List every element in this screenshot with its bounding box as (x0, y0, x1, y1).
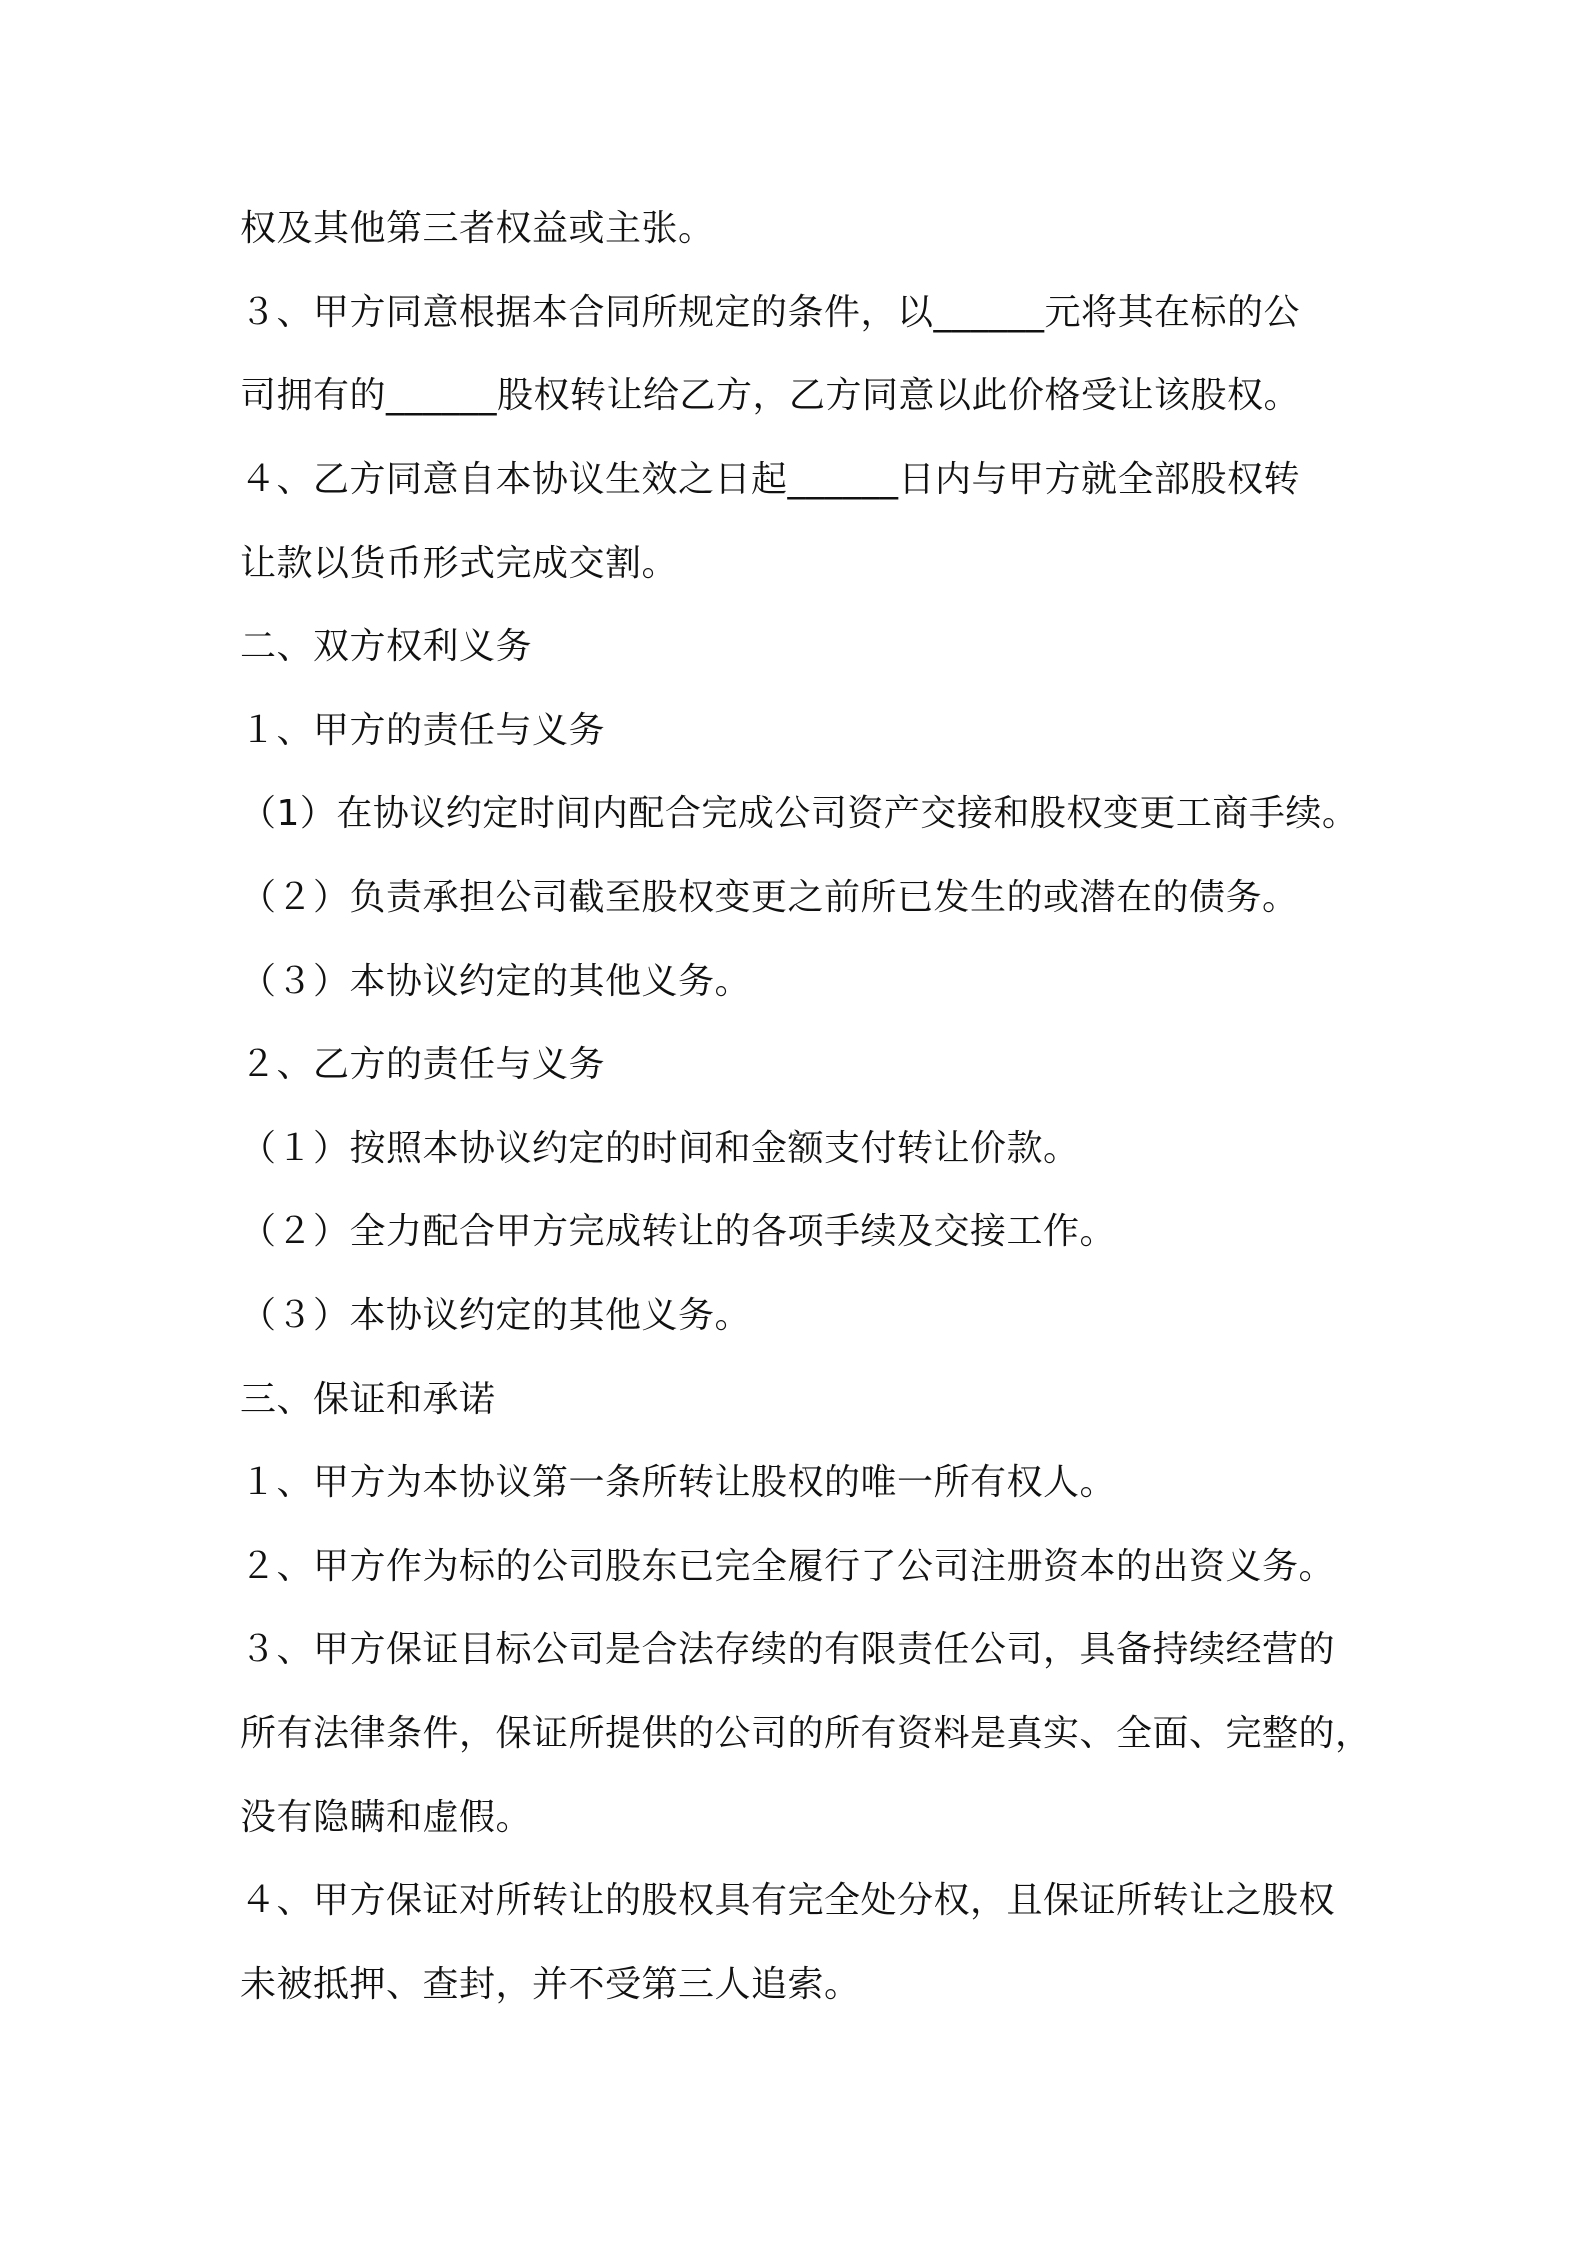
text-line: ２、甲方作为标的公司股东已完全履行了公司注册资本的出资义务。 (240, 1546, 1336, 1587)
text-line: 未被抵押、查封，并不受第三人追索。 (240, 1964, 861, 2005)
text-line: 权及其他第三者权益或主张。 (240, 208, 715, 249)
section-heading: 二、双方权利义务 (240, 626, 533, 667)
list-item: （３）本协议约定的其他义务。 (240, 1295, 752, 1336)
subsection-heading: ２、乙方的责任与义务 (240, 1044, 606, 1085)
section-heading: 三、保证和承诺 (240, 1379, 496, 1420)
list-item: （２）全力配合甲方完成转让的各项手续及交接工作。 (240, 1211, 1117, 1252)
text-line: 没有隐瞒和虚假。 (240, 1797, 533, 1838)
subsection-heading: １、甲方的责任与义务 (240, 710, 606, 751)
text-line: 司拥有的______股权转让给乙方，乙方同意以此价格受让该股权。 (240, 375, 1301, 416)
text-line: ３、甲方保证目标公司是合法存续的有限责任公司，具备持续经营的 (240, 1629, 1336, 1670)
text-line: ３、甲方同意根据本合同所规定的条件，以______元将其在标的公 (240, 292, 1301, 333)
text-line: ４、乙方同意自本协议生效之日起______日内与甲方就全部股权转 (240, 459, 1301, 500)
text-line: ４、甲方保证对所转让的股权具有完全处分权，且保证所转让之股权 (240, 1880, 1336, 1921)
text-line: 所有法律条件，保证所提供的公司的所有资料是真实、全面、完整的， (240, 1713, 1372, 1754)
text-line: １、甲方为本协议第一条所转让股权的唯一所有权人。 (240, 1462, 1117, 1503)
list-item: （1）在协议约定时间内配合完成公司资产交接和股权变更工商手续。 (240, 793, 1359, 834)
list-item: （３）本协议约定的其他义务。 (240, 961, 752, 1002)
list-item: （２）负责承担公司截至股权变更之前所已发生的或潜在的债务。 (240, 877, 1299, 918)
list-item: （１）按照本协议约定的时间和金额支付转让价款。 (240, 1128, 1080, 1169)
text-line: 让款以货币形式完成交割。 (240, 543, 679, 584)
